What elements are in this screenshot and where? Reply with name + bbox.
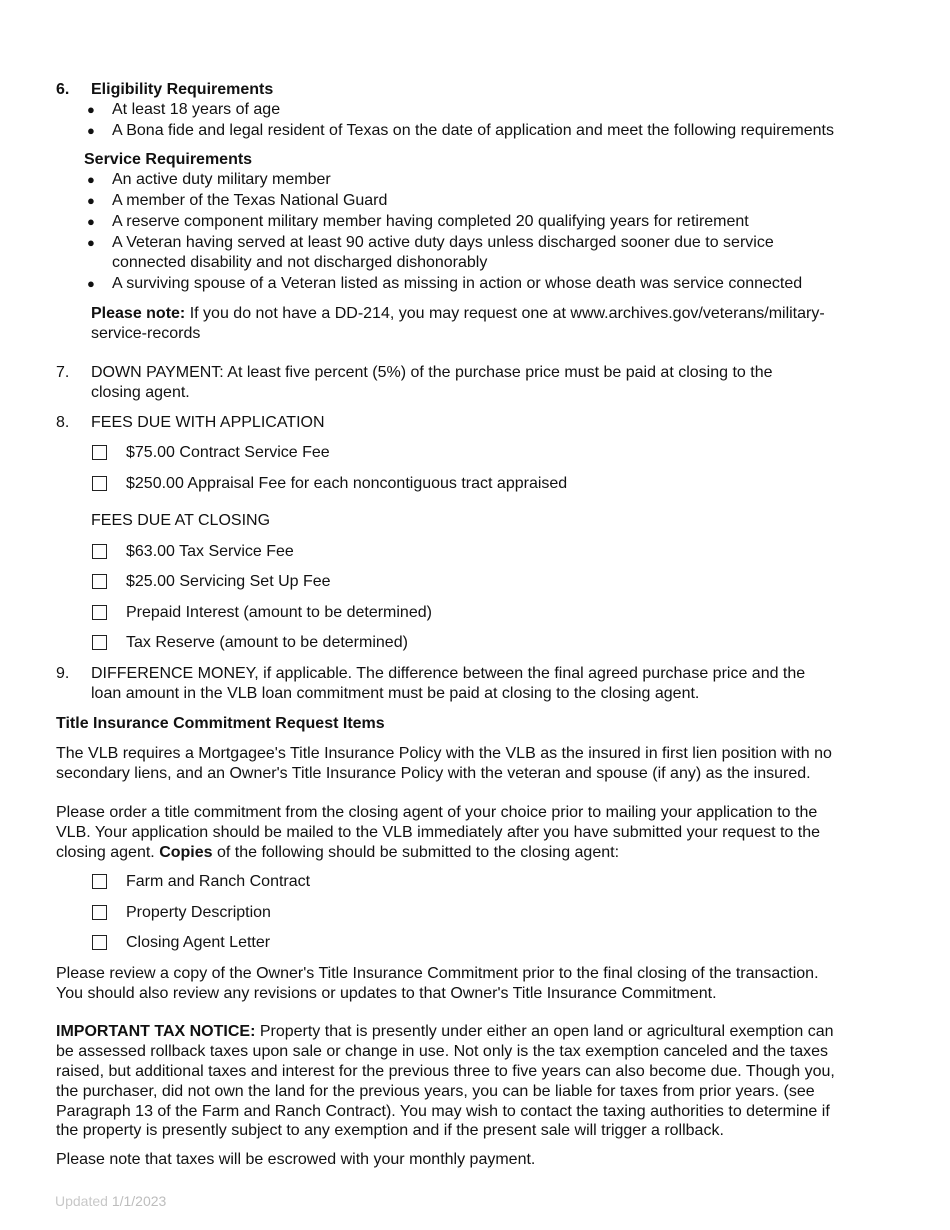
- checkbox-label: Closing Agent Letter: [126, 934, 271, 951]
- owner-commitment-paragraph: You should also review any revisions or updates to that Owner's Title Insurance Commitment.: [56, 985, 717, 1002]
- updated-label: Updated: [55, 1193, 112, 1209]
- owner-commitment-paragraph: Please review a copy of the Owner's Title Insurance Commitment prior to the final closing of the transaction.: [56, 965, 819, 982]
- updated-date: 1/1/2023: [111, 1193, 167, 1209]
- title-insurance-paragraph: The VLB requires a Mortgagee's Title Insurance Policy with the VLB as the insured in first lien position with no: [56, 745, 832, 762]
- service-item: A member of the Texas National Guard: [112, 192, 388, 209]
- down-payment-text-continuation: closing agent.: [91, 384, 190, 401]
- down-payment-text: DOWN PAYMENT: At least five percent (5%) of the purchase price must be paid at closing to the: [91, 364, 773, 381]
- bullet-icon: ●: [87, 102, 95, 117]
- service-item: An active duty military member: [112, 171, 331, 188]
- property-description-checkbox[interactable]: [92, 905, 107, 920]
- title-commitment-paragraph: VLB. Your application should be mailed to the VLB immediately after you have submitted your request to the: [56, 824, 821, 841]
- tax-notice-paragraph: raised, but additional taxes and interest for the previous three to five years can also become due. Though you,: [56, 1063, 835, 1080]
- tax-notice-paragraph: the property is presently subject to any exemption and if the present sale will trigger a rollback.: [56, 1122, 724, 1139]
- tax-notice-paragraph: the purchaser, did not own the land for the previous years, you can be liable for taxes from prior years. (see: [56, 1083, 815, 1100]
- dd214-note: [91, 304, 825, 324]
- section-9-number: 9.: [56, 665, 70, 682]
- tax-notice-label: IMPORTANT TAX NOTICE:: [56, 1023, 256, 1040]
- checkbox-label: Tax Reserve (amount to be determined): [126, 634, 408, 651]
- title-insurance-paragraph: secondary liens, and an Owner's Title Insurance Policy with the veteran and spouse (if any) as the insured.: [56, 765, 811, 782]
- tax-notice-paragraph: be assessed rollback taxes upon sale or change in use. Not only is the tax exemption canceled and the taxes: [56, 1043, 829, 1060]
- closing-agent-letter-checkbox[interactable]: [92, 935, 107, 950]
- difference-money-text-continuation: loan amount in the VLB loan commitment must be paid at closing to the closing agent.: [91, 685, 700, 702]
- section-6-heading: Eligibility Requirements: [91, 81, 274, 98]
- bullet-icon: ●: [87, 172, 95, 187]
- title-commitment-paragraph: [56, 843, 896, 863]
- appraisal-fee-checkbox[interactable]: [92, 476, 107, 491]
- checkbox-label: $25.00 Servicing Set Up Fee: [126, 573, 331, 590]
- checkbox-label: Property Description: [126, 904, 271, 921]
- servicing-set-up-fee-checkbox[interactable]: [92, 574, 107, 589]
- bullet-icon: ●: [87, 235, 95, 250]
- section-7-number: 7.: [56, 364, 70, 381]
- checkbox-label: Prepaid Interest (amount to be determined): [126, 604, 432, 621]
- checkbox-label: $250.00 Appraisal Fee for each noncontiguous tract appraised: [126, 475, 568, 492]
- tax-reserve-checkbox[interactable]: [92, 635, 107, 650]
- section-6-number: 6.: [56, 81, 70, 98]
- copies-emphasis: Copies: [159, 844, 213, 861]
- prepaid-interest-checkbox[interactable]: [92, 605, 107, 620]
- service-item: A reserve component military member having completed 20 qualifying years for retirement: [112, 213, 749, 230]
- contract-service-fee-checkbox[interactable]: [92, 445, 107, 460]
- eligibility-item: At least 18 years of age: [112, 101, 281, 118]
- farm-ranch-contract-checkbox[interactable]: [92, 874, 107, 889]
- note-label: Please note:: [91, 305, 186, 322]
- note-text: If you do not have a DD-214, you may request one at www.archives.gov/veterans/military-: [185, 305, 825, 322]
- paragraph-text: Property that is presently under either an open land or agricultural exemption can: [255, 1023, 834, 1040]
- fees-application-heading: FEES DUE WITH APPLICATION: [91, 414, 325, 431]
- tax-service-fee-checkbox[interactable]: [92, 544, 107, 559]
- eligibility-item: A Bona fide and legal resident of Texas on the date of application and meet the following requirements: [112, 122, 834, 139]
- title-insurance-heading: Title Insurance Commitment Request Items: [56, 715, 385, 732]
- paragraph-text: of the following should be submitted to the closing agent:: [212, 844, 620, 861]
- service-item: A Veteran having served at least 90 active duty days unless discharged sooner due to service: [112, 234, 774, 251]
- paragraph-text: closing agent.: [56, 844, 160, 861]
- service-item-continuation: connected disability and not discharged dishonorably: [112, 254, 488, 271]
- tax-notice-paragraph: [56, 1022, 896, 1042]
- bullet-icon: ●: [87, 123, 95, 138]
- fees-closing-heading: FEES DUE AT CLOSING: [91, 512, 271, 529]
- bullet-icon: ●: [87, 276, 95, 291]
- checkbox-label: $63.00 Tax Service Fee: [126, 543, 294, 560]
- bullet-icon: ●: [87, 214, 95, 229]
- section-8-number: 8.: [56, 414, 70, 431]
- service-requirements-heading: Service Requirements: [84, 151, 253, 168]
- bullet-icon: ●: [87, 193, 95, 208]
- tax-notice-paragraph: Paragraph 13 of the Farm and Ranch Contract). You may wish to contact the taxing authorities to determine if: [56, 1103, 830, 1120]
- checkbox-label: $75.00 Contract Service Fee: [126, 444, 330, 461]
- checkbox-label: Farm and Ranch Contract: [126, 873, 311, 890]
- service-item: A surviving spouse of a Veteran listed as missing in action or whose death was service connected: [112, 275, 803, 292]
- note-text-continuation: service-records: [91, 325, 201, 342]
- title-commitment-paragraph: Please order a title commitment from the closing agent of your choice prior to mailing your application to the: [56, 804, 818, 821]
- difference-money-text: DIFFERENCE MONEY, if applicable. The difference between the final agreed purchase price and the: [91, 665, 806, 682]
- updated-footer: [55, 1191, 166, 1211]
- escrow-note: Please note that taxes will be escrowed with your monthly payment.: [56, 1151, 536, 1168]
